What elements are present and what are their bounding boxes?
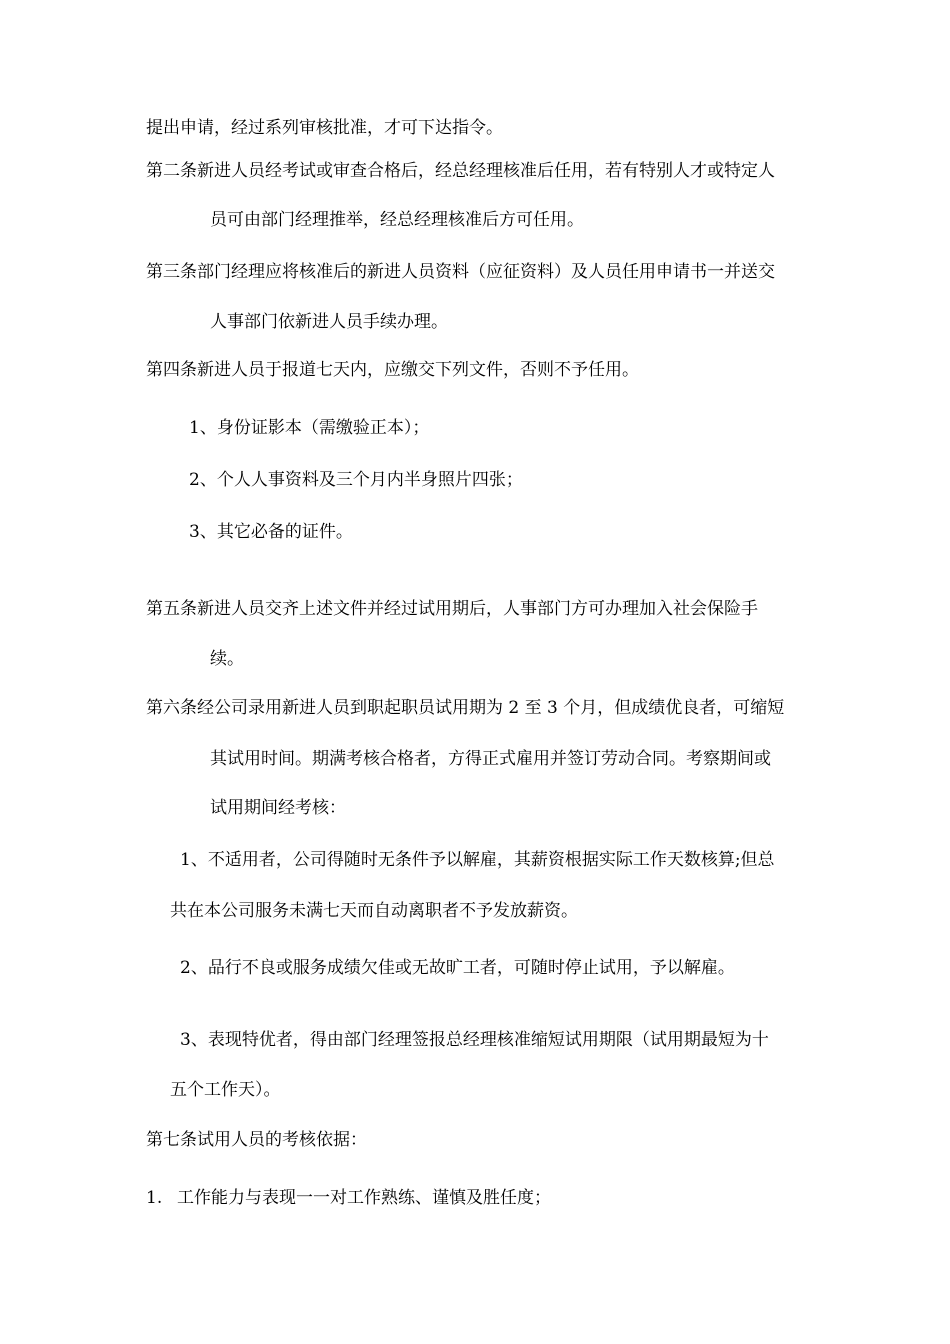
list-item-cont: 共在本公司服务未满七天而自动离职者不予发放薪资。 bbox=[170, 901, 578, 921]
list-item: 1、身份证影本（需缴验正本）； bbox=[189, 418, 430, 438]
list-number: 1. bbox=[146, 1188, 163, 1208]
article-5-cont: 续。 bbox=[210, 649, 244, 669]
list-item: 2、个人人事资料及三个月内半身照片四张； bbox=[189, 470, 523, 490]
list-item: 3、表现特优者，得由部门经理签报总经理核准缩短试用期限（试用期最短为十 bbox=[180, 1030, 769, 1050]
article-5-line: 第五条新进人员交齐上述文件并经过试用期后，人事部门方可办理加入社会保险手 bbox=[146, 599, 758, 619]
article-2-cont: 员可由部门经理推举，经总经理核准后方可任用。 bbox=[210, 210, 584, 230]
list-item: 1、不适用者，公司得随时无条件予以解雇，其薪资根据实际工作天数核算;但总 bbox=[180, 850, 775, 870]
article-3-line: 第三条部门经理应将核准后的新进人员资料（应征资料）及人员任用申请书一并送交 bbox=[146, 262, 775, 282]
list-item: 工作能力与表现一一对工作熟练、谨慎及胜任度； bbox=[177, 1188, 551, 1208]
list-item: 3、其它必备的证件。 bbox=[189, 522, 353, 542]
article-6-line: 第六条经公司录用新进人员到职起职员试用期为 2 至 3 个月，但成绩优良者，可缩短 bbox=[146, 698, 785, 718]
article-6-cont: 试用期间经考核： bbox=[210, 798, 346, 818]
article-7-line: 第七条试用人员的考核依据： bbox=[146, 1130, 367, 1150]
article-4-line: 第四条新进人员于报道七天内，应缴交下列文件，否则不予任用。 bbox=[146, 360, 639, 380]
article-3-cont: 人事部门依新进人员手续办理。 bbox=[210, 312, 448, 332]
list-item-cont: 五个工作天）。 bbox=[170, 1080, 281, 1100]
article-2-line: 第二条新进人员经考试或审查合格后，经总经理核准后任用，若有特别人才或特定人 bbox=[146, 161, 775, 181]
article-6-cont: 其试用时间。期满考核合格者，方得正式雇用并签订劳动合同。考察期间或 bbox=[210, 749, 771, 769]
list-item: 2、品行不良或服务成绩欠佳或无故旷工者，可随时停止试用，予以解雇。 bbox=[180, 958, 735, 978]
text-line: 提出申请，经过系列审核批准，才可下达指令。 bbox=[146, 118, 503, 138]
